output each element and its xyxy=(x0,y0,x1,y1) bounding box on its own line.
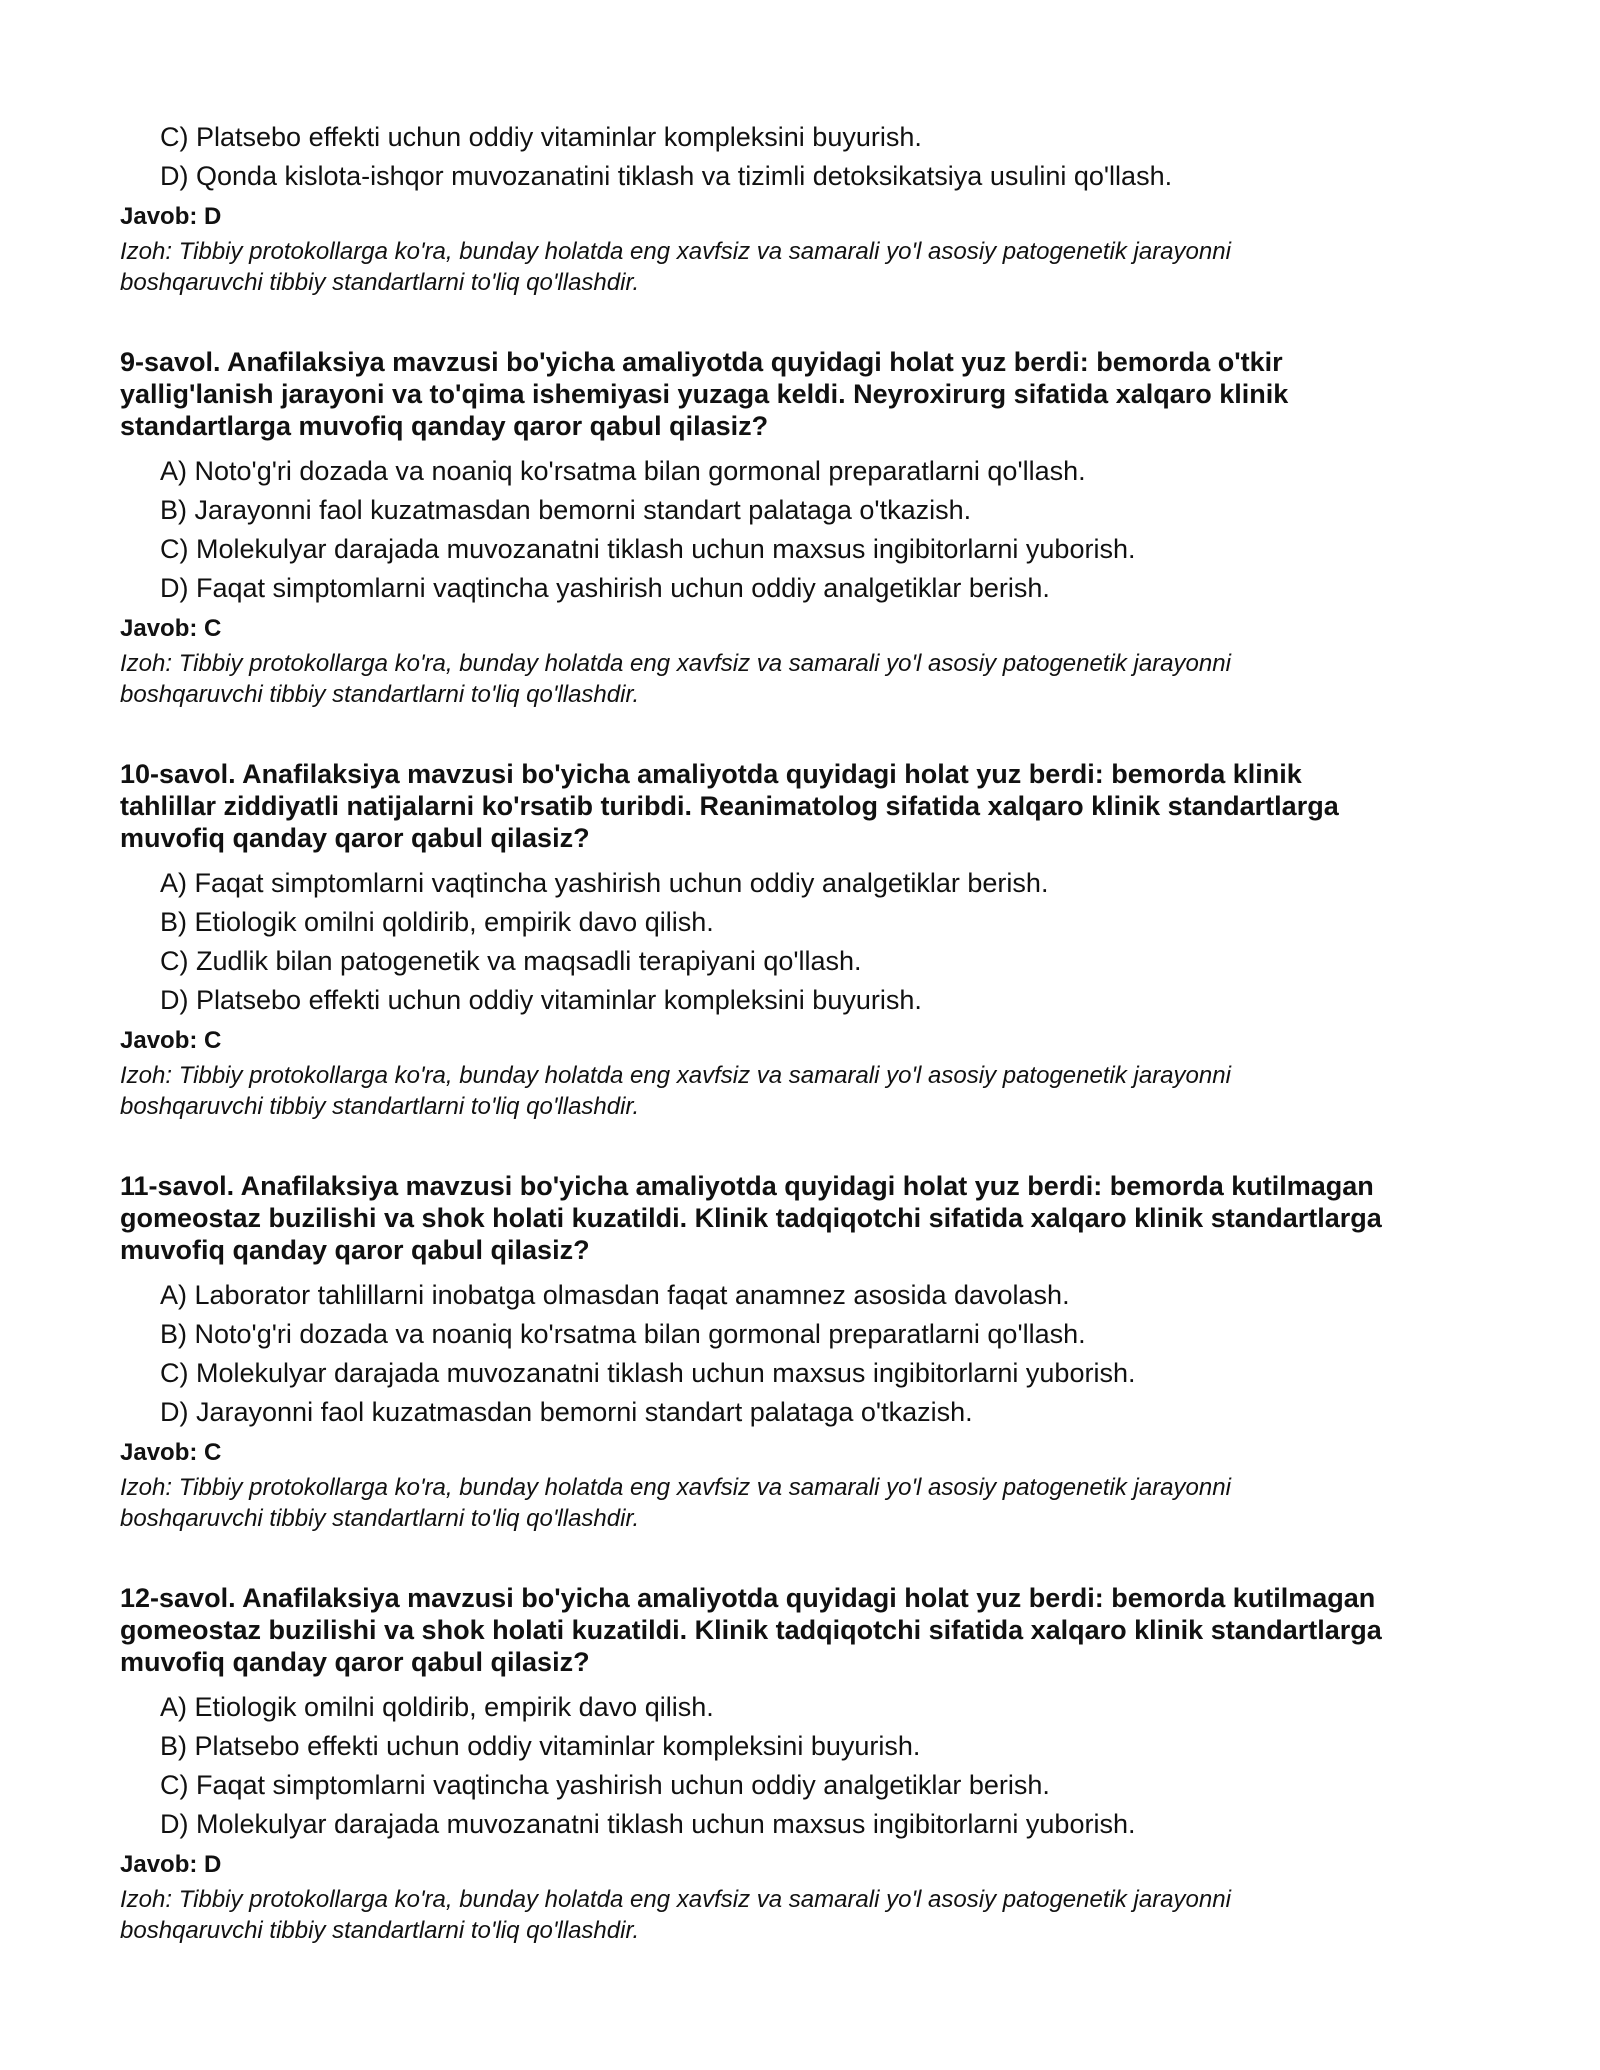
question-line: 10-savol. Anafilaksiya mavzusi bo'yicha amaliyotda quyidagi holat yuz berdi: bemorda klinik xyxy=(120,759,1302,789)
explanation-line: boshqaruvchi tibbiy standartlarni to'liq qo'llashdir. xyxy=(120,1505,640,1532)
option-b: B) Etiologik omilni qoldirib, empirik davo qilish. xyxy=(160,907,714,937)
question-line: muvofiq qanday qaror qabul qilasiz? xyxy=(120,823,590,853)
option-b: B) Platsebo effekti uchun oddiy vitaminlar kompleksini buyurish. xyxy=(160,1731,921,1761)
explanation-note xyxy=(120,236,1500,298)
option-c: C) Faqat simptomlarni vaqtincha yashirish uchun oddiy analgetiklar berish. xyxy=(160,1770,1050,1800)
question-9 xyxy=(120,346,1500,710)
option-a: A) Faqat simptomlarni vaqtincha yashirish uchun oddiy analgetiklar berish. xyxy=(160,868,1049,898)
question-text xyxy=(120,346,1500,442)
question-line: tahlillar ziddiyatli natijalarni ko'rsatib turibdi. Reanimatolog sifatida xalqaro klinik standartlarga xyxy=(120,791,1339,821)
question-text xyxy=(120,758,1500,854)
explanation-note xyxy=(120,648,1500,710)
option-d: D) Faqat simptomlarni vaqtincha yashirish uchun oddiy analgetiklar berish. xyxy=(160,573,1050,603)
option-b: B) Jarayonni faol kuzatmasdan bemorni standart palataga o'tkazish. xyxy=(160,495,972,525)
question-line: 12-savol. Anafilaksiya mavzusi bo'yicha amaliyotda quyidagi holat yuz berdi: bemorda kutilmagan xyxy=(120,1583,1376,1613)
explanation-line: Izoh: Tibbiy protokollarga ko'ra, bunday holatda eng xavfsiz va samarali yo'l asosiy patogenetik jarayonni xyxy=(120,238,1231,265)
explanation-line: boshqaruvchi tibbiy standartlarni to'liq qo'llashdir. xyxy=(120,1917,640,1944)
question-11 xyxy=(120,1170,1500,1534)
question-text xyxy=(120,1582,1500,1678)
question-line: muvofiq qanday qaror qabul qilasiz? xyxy=(120,1235,590,1265)
explanation-line: Izoh: Tibbiy protokollarga ko'ra, bunday holatda eng xavfsiz va samarali yo'l asosiy patogenetik jarayonni xyxy=(120,1062,1231,1089)
option-a: A) Laborator tahlillarni inobatga olmasdan faqat anamnez asosida davolash. xyxy=(160,1280,1070,1310)
explanation-line: boshqaruvchi tibbiy standartlarni to'liq qo'llashdir. xyxy=(120,1093,640,1120)
option-d: D) Jarayonni faol kuzatmasdan bemorni standart palataga o'tkazish. xyxy=(160,1397,973,1427)
explanation-note xyxy=(120,1060,1500,1122)
document-page xyxy=(120,118,1500,1946)
explanation-line: boshqaruvchi tibbiy standartlarni to'liq qo'llashdir. xyxy=(120,681,640,708)
question-line: gomeostaz buzilishi va shok holati kuzatildi. Klinik tadqiqotchi sifatida xalqaro klinik standartlarga xyxy=(120,1615,1382,1645)
answer-label: Javob: C xyxy=(120,1439,222,1466)
question-line: muvofiq qanday qaror qabul qilasiz? xyxy=(120,1647,590,1677)
explanation-line: Izoh: Tibbiy protokollarga ko'ra, bunday holatda eng xavfsiz va samarali yo'l asosiy patogenetik jarayonni xyxy=(120,1886,1231,1913)
question-text xyxy=(120,1170,1500,1266)
explanation-line: Izoh: Tibbiy protokollarga ko'ra, bunday holatda eng xavfsiz va samarali yo'l asosiy patogenetik jarayonni xyxy=(120,650,1231,677)
explanation-note xyxy=(120,1472,1500,1534)
option-d: D) Molekulyar darajada muvozanatni tiklash uchun maxsus ingibitorlarni yuborish. xyxy=(160,1809,1136,1839)
question-line: yallig'lanish jarayoni va to'qima ishemiyasi yuzaga keldi. Neyroxirurg sifatida xalqaro klinik xyxy=(120,379,1289,409)
question-line: gomeostaz buzilishi va shok holati kuzatildi. Klinik tadqiqotchi sifatida xalqaro klinik standartlarga xyxy=(120,1203,1382,1233)
question-line: standartlarga muvofiq qanday qaror qabul qilasiz? xyxy=(120,411,769,441)
option-b: B) Noto'g'ri dozada va noaniq ko'rsatma bilan gormonal preparatlarni qo'llash. xyxy=(160,1319,1086,1349)
question-line: 11-savol. Anafilaksiya mavzusi bo'yicha amaliyotda quyidagi holat yuz berdi: bemorda kutilmagan xyxy=(120,1171,1374,1201)
option-a: A) Etiologik omilni qoldirib, empirik davo qilish. xyxy=(160,1692,714,1722)
answer-label: Javob: C xyxy=(120,615,222,642)
option-c: C) Molekulyar darajada muvozanatni tiklash uchun maxsus ingibitorlarni yuborish. xyxy=(160,534,1136,564)
option-c: C) Molekulyar darajada muvozanatni tiklash uchun maxsus ingibitorlarni yuborish. xyxy=(160,1358,1136,1388)
question-10 xyxy=(120,758,1500,1122)
option-c: C) Zudlik bilan patogenetik va maqsadli terapiyani qo'llash. xyxy=(160,946,862,976)
option-d: D) Qonda kislota-ishqor muvozanatini tiklash va tizimli detoksikatsiya usulini qo'llash. xyxy=(160,161,1173,191)
explanation-note xyxy=(120,1884,1500,1946)
option-c: C) Platsebo effekti uchun oddiy vitaminlar kompleksini buyurish. xyxy=(160,122,922,152)
explanation-line: Izoh: Tibbiy protokollarga ko'ra, bunday holatda eng xavfsiz va samarali yo'l asosiy patogenetik jarayonni xyxy=(120,1474,1231,1501)
option-a: A) Noto'g'ri dozada va noaniq ko'rsatma bilan gormonal preparatlarni qo'llash. xyxy=(160,456,1086,486)
answer-label: Javob: C xyxy=(120,1027,222,1054)
question-line: 9-savol. Anafilaksiya mavzusi bo'yicha amaliyotda quyidagi holat yuz berdi: bemorda o'tkir xyxy=(120,347,1283,377)
question-continuation xyxy=(120,118,1500,298)
answer-label: Javob: D xyxy=(120,203,222,230)
question-12 xyxy=(120,1582,1500,1946)
explanation-line: boshqaruvchi tibbiy standartlarni to'liq qo'llashdir. xyxy=(120,269,640,296)
answer-label: Javob: D xyxy=(120,1851,222,1878)
option-d: D) Platsebo effekti uchun oddiy vitaminlar kompleksini buyurish. xyxy=(160,985,922,1015)
